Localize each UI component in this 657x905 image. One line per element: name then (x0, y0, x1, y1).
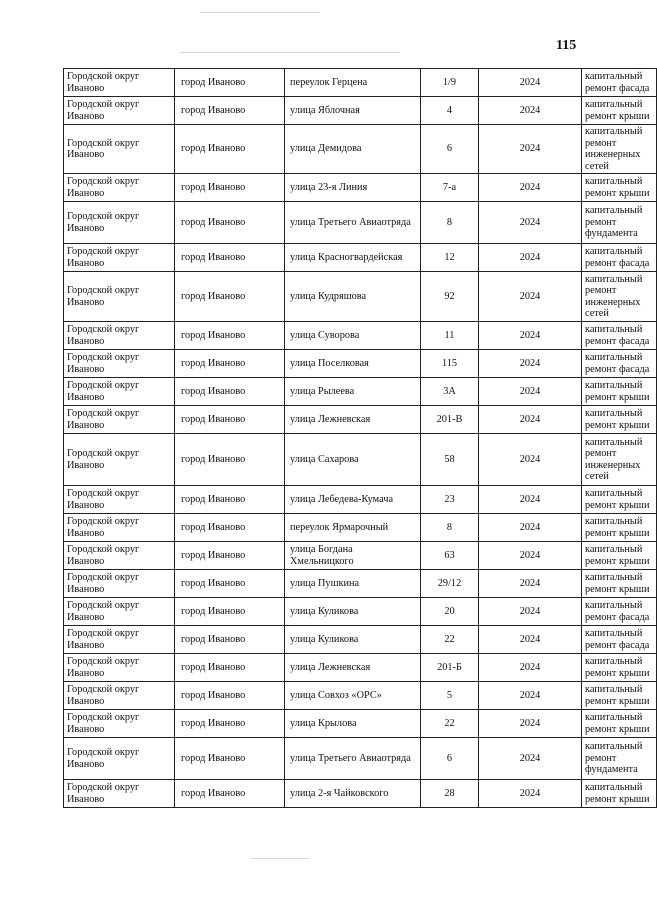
cell-year: 2024 (479, 486, 582, 514)
cell-street: переулок Герцена (285, 69, 421, 97)
table-row (64, 406, 657, 434)
cell-district: Городской округ Иваново (64, 97, 175, 125)
cell-district: Городской округ Иваново (64, 406, 175, 434)
cell-street: улица Лебедева-Кумача (285, 486, 421, 514)
cell-city: город Иваново (175, 434, 285, 486)
cell-district: Городской округ Иваново (64, 322, 175, 350)
cell-city: город Иваново (175, 542, 285, 570)
table-row (64, 434, 657, 486)
cell-district: Городской округ Иваново (64, 174, 175, 202)
cell-city: город Иваново (175, 350, 285, 378)
table-row (64, 738, 657, 780)
table-row (64, 69, 657, 97)
cell-city: город Иваново (175, 97, 285, 125)
cell-work-type: капитальный ремонт фасада (582, 322, 657, 350)
cell-house-number: 8 (421, 202, 479, 244)
cell-year: 2024 (479, 434, 582, 486)
table-row (64, 682, 657, 710)
cell-street: улица Поселковая (285, 350, 421, 378)
page-number: 115 (556, 38, 577, 53)
cell-street: улица 2-я Чайковского (285, 780, 421, 808)
cell-street: улица Третьего Авиаотряда (285, 738, 421, 780)
cell-year: 2024 (479, 682, 582, 710)
cell-work-type: капитальный ремонт фасада (582, 598, 657, 626)
cell-house-number: 22 (421, 710, 479, 738)
cell-city: город Иваново (175, 125, 285, 174)
cell-city: город Иваново (175, 202, 285, 244)
cell-house-number: 23 (421, 486, 479, 514)
cell-year: 2024 (479, 97, 582, 125)
cell-street: улица Красногвардейская (285, 244, 421, 272)
table-row (64, 272, 657, 322)
cell-district: Городской округ Иваново (64, 682, 175, 710)
table-row (64, 780, 657, 808)
table-row (64, 486, 657, 514)
cell-district: Городской округ Иваново (64, 780, 175, 808)
cell-city: город Иваново (175, 322, 285, 350)
scan-noise (250, 858, 310, 859)
cell-work-type: капитальный ремонт крыши (582, 780, 657, 808)
cell-year: 2024 (479, 69, 582, 97)
cell-year: 2024 (479, 542, 582, 570)
table-row (64, 378, 657, 406)
cell-street: улица Суворова (285, 322, 421, 350)
cell-street: улица Рылеева (285, 378, 421, 406)
scan-noise (180, 52, 400, 53)
cell-year: 2024 (479, 626, 582, 654)
cell-street: улица Совхоз «ОРС» (285, 682, 421, 710)
cell-district: Городской округ Иваново (64, 570, 175, 598)
cell-district: Городской округ Иваново (64, 738, 175, 780)
cell-work-type: капитальный ремонт фасада (582, 69, 657, 97)
cell-year: 2024 (479, 570, 582, 598)
cell-district: Городской округ Иваново (64, 486, 175, 514)
cell-city: город Иваново (175, 486, 285, 514)
cell-year: 2024 (479, 244, 582, 272)
cell-work-type: капитальный ремонт крыши (582, 514, 657, 542)
cell-street: улица Лежневская (285, 654, 421, 682)
table-row (64, 350, 657, 378)
cell-city: город Иваново (175, 738, 285, 780)
table-row (64, 570, 657, 598)
cell-house-number: 115 (421, 350, 479, 378)
table-row (64, 244, 657, 272)
cell-district: Городской округ Иваново (64, 202, 175, 244)
cell-district: Городской округ Иваново (64, 654, 175, 682)
table-row (64, 174, 657, 202)
scan-noise (200, 12, 320, 13)
table-row (64, 654, 657, 682)
cell-city: город Иваново (175, 406, 285, 434)
cell-house-number: 58 (421, 434, 479, 486)
table-row (64, 322, 657, 350)
cell-city: город Иваново (175, 244, 285, 272)
cell-district: Городской округ Иваново (64, 125, 175, 174)
cell-city: город Иваново (175, 514, 285, 542)
table-row (64, 710, 657, 738)
cell-house-number: 28 (421, 780, 479, 808)
cell-house-number: 201-Б (421, 654, 479, 682)
cell-district: Городской округ Иваново (64, 542, 175, 570)
cell-district: Городской округ Иваново (64, 434, 175, 486)
cell-work-type: капитальный ремонт крыши (582, 486, 657, 514)
cell-city: город Иваново (175, 174, 285, 202)
cell-city: город Иваново (175, 69, 285, 97)
cell-city: город Иваново (175, 626, 285, 654)
cell-district: Городской округ Иваново (64, 350, 175, 378)
table-row (64, 97, 657, 125)
cell-district: Городской округ Иваново (64, 244, 175, 272)
cell-district: Городской округ Иваново (64, 626, 175, 654)
table-row (64, 626, 657, 654)
table-row (64, 125, 657, 174)
cell-work-type: капитальный ремонт крыши (582, 542, 657, 570)
cell-work-type: капитальный ремонт инженерных сетей (582, 434, 657, 486)
cell-year: 2024 (479, 710, 582, 738)
cell-city: город Иваново (175, 598, 285, 626)
cell-house-number: 1/9 (421, 69, 479, 97)
cell-year: 2024 (479, 654, 582, 682)
cell-street: улица Лежневская (285, 406, 421, 434)
cell-city: город Иваново (175, 780, 285, 808)
cell-street: переулок Ярмарочный (285, 514, 421, 542)
table-row (64, 202, 657, 244)
cell-street: улица Пушкина (285, 570, 421, 598)
cell-house-number: 12 (421, 244, 479, 272)
repair-registry-table (63, 68, 657, 808)
cell-district: Городской округ Иваново (64, 272, 175, 322)
cell-street: улица Демидова (285, 125, 421, 174)
cell-work-type: капитальный ремонт инженерных сетей (582, 125, 657, 174)
cell-work-type: капитальный ремонт крыши (582, 406, 657, 434)
cell-year: 2024 (479, 125, 582, 174)
cell-work-type: капитальный ремонт крыши (582, 97, 657, 125)
cell-year: 2024 (479, 738, 582, 780)
cell-house-number: 5 (421, 682, 479, 710)
cell-street: улица Крылова (285, 710, 421, 738)
table-row (64, 514, 657, 542)
cell-city: город Иваново (175, 570, 285, 598)
cell-street: улица Третьего Авиаотряда (285, 202, 421, 244)
cell-house-number: 20 (421, 598, 479, 626)
cell-year: 2024 (479, 598, 582, 626)
cell-street: улица Куликова (285, 626, 421, 654)
cell-house-number: 6 (421, 738, 479, 780)
cell-house-number: 3А (421, 378, 479, 406)
cell-house-number: 11 (421, 322, 479, 350)
cell-year: 2024 (479, 514, 582, 542)
cell-street: улица Сахарова (285, 434, 421, 486)
cell-house-number: 29/12 (421, 570, 479, 598)
cell-street: улица Яблочная (285, 97, 421, 125)
cell-house-number: 4 (421, 97, 479, 125)
cell-work-type: капитальный ремонт крыши (582, 174, 657, 202)
cell-district: Городской округ Иваново (64, 378, 175, 406)
cell-house-number: 63 (421, 542, 479, 570)
cell-street: улица 23-я Линия (285, 174, 421, 202)
cell-district: Городской округ Иваново (64, 514, 175, 542)
cell-street: улица Богдана Хмельницкого (285, 542, 421, 570)
cell-year: 2024 (479, 272, 582, 322)
cell-street: улица Кудряшова (285, 272, 421, 322)
cell-house-number: 8 (421, 514, 479, 542)
cell-work-type: капитальный ремонт инженерных сетей (582, 272, 657, 322)
cell-district: Городской округ Иваново (64, 710, 175, 738)
cell-city: город Иваново (175, 654, 285, 682)
cell-house-number: 201-В (421, 406, 479, 434)
cell-year: 2024 (479, 378, 582, 406)
cell-house-number: 6 (421, 125, 479, 174)
cell-district: Городской округ Иваново (64, 598, 175, 626)
cell-work-type: капитальный ремонт фундамента (582, 738, 657, 780)
cell-house-number: 92 (421, 272, 479, 322)
cell-work-type: капитальный ремонт крыши (582, 710, 657, 738)
cell-house-number: 22 (421, 626, 479, 654)
cell-year: 2024 (479, 350, 582, 378)
cell-city: город Иваново (175, 710, 285, 738)
cell-city: город Иваново (175, 378, 285, 406)
cell-year: 2024 (479, 406, 582, 434)
cell-work-type: капитальный ремонт фасада (582, 626, 657, 654)
table-row (64, 598, 657, 626)
cell-work-type: капитальный ремонт фундамента (582, 202, 657, 244)
cell-year: 2024 (479, 202, 582, 244)
table-row (64, 542, 657, 570)
cell-house-number: 7-а (421, 174, 479, 202)
cell-work-type: капитальный ремонт крыши (582, 682, 657, 710)
cell-work-type: капитальный ремонт фасада (582, 244, 657, 272)
cell-work-type: капитальный ремонт крыши (582, 654, 657, 682)
cell-work-type: капитальный ремонт фасада (582, 350, 657, 378)
cell-year: 2024 (479, 322, 582, 350)
cell-year: 2024 (479, 780, 582, 808)
cell-city: город Иваново (175, 272, 285, 322)
cell-district: Городской округ Иваново (64, 69, 175, 97)
cell-work-type: капитальный ремонт крыши (582, 570, 657, 598)
cell-city: город Иваново (175, 682, 285, 710)
cell-street: улица Куликова (285, 598, 421, 626)
cell-year: 2024 (479, 174, 582, 202)
cell-work-type: капитальный ремонт крыши (582, 378, 657, 406)
